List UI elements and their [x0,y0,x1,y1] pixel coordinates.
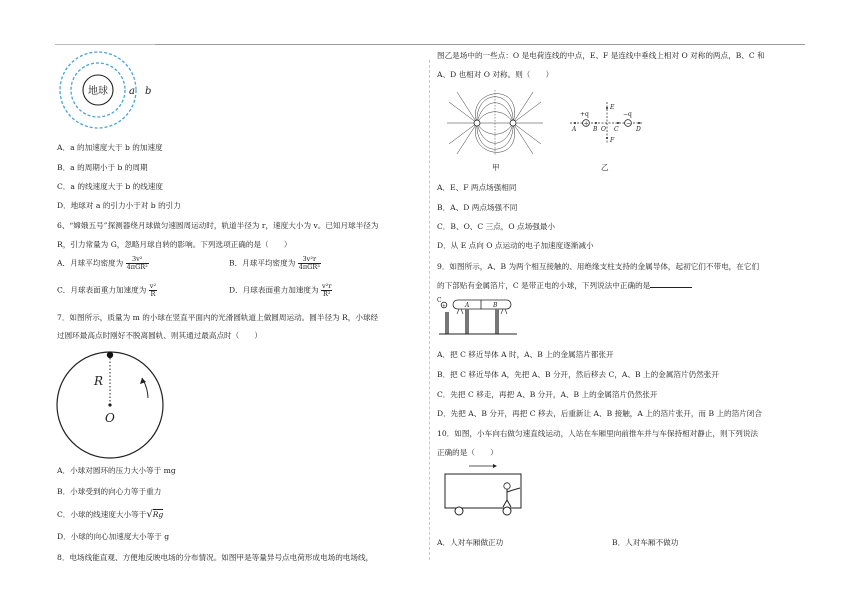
q6-c-fraction: $\frac{\text{v²}}{R}$ [149,282,157,299]
q10-option-a: A．人对车厢做正功 [437,538,504,547]
point-c-label: C [614,126,619,133]
q9-stem-text: 的下部贴有金属箔片，C 是带正电的小球，下列说法中正确的是 [437,281,651,290]
q6-c-text: C．月球表面重力加速度为 [57,285,147,295]
minus-q-label: −q [623,111,632,118]
point-a-label: A [572,126,577,133]
conductor-a-label: A [465,302,470,309]
q5-option-c: C．a 的线速度大于 b 的线速度 [57,182,163,191]
q10-stem-line2: 正确的是（ ） [437,448,498,457]
header-rule-main [155,44,805,45]
q8-option-a: A．E、F 两点场强相同 [437,183,517,192]
column-divider [429,60,430,560]
point-o-label: O [601,126,606,133]
q6-b-fraction: $\frac{\text{3v²r}}{\text{4πGR³}}$ [298,255,320,272]
orbit-a-label: a [129,86,135,97]
conductor-b-label: B [493,302,498,309]
q5-option-d: D．地球对 a 的引力小于对 b 的引力 [57,201,181,210]
q9-option-b: B．把 C 移近导体 A，先把 A、B 分开，然后移去 C，A、B 上的金属箔片仍然张开 [437,370,719,379]
point-d-label: D [636,126,641,133]
q9-option-a: A．把 C 移近导体 A 时，A、B 上的金属箔片都张开 [437,350,614,359]
q9-stem-line2 [437,280,692,290]
q5-option-a: A．a 的加速度大于 b 的加速度 [57,143,163,152]
field-lines-figure-jia [445,88,545,160]
q8-stem-line3: A、D 也相对 O 对称。则（ ） [437,70,554,79]
ball-c-label: C [437,297,442,304]
orbit-b-label: b [145,86,152,97]
cart-figure [441,460,527,516]
conductors-figure [437,294,519,340]
plus-q-label: +q [580,111,589,118]
center-label: O [105,411,115,425]
q6-d-fraction: $\frac{\text{v²r}}{\text{R²}}$ [322,282,332,299]
q8-option-c: C．B、O、C 三点，O 点场强最小 [437,222,556,231]
q7-stem-line2: 过圆环最高点时刚好不脱离圆轨、则其通过最高点时（ ） [57,331,263,340]
point-e-label: E [610,104,615,111]
figure-yi-caption: 乙 [601,163,609,172]
q9-option-d: D．先把 A、B 分开，再把 C 移去，后重新让 A、B 接触，A 上的箔片张开，而 B 上的箔片闭合 [437,409,762,418]
point-b-label: B [593,126,598,133]
point-f-label: F [610,137,615,144]
q7-option-d: D．小球的向心加速度大小等于 g [57,532,170,541]
svg-text:+: + [583,120,589,128]
q8-option-b: B．A、D 两点场强不同 [437,203,518,212]
q6-d-text: D．月球表面重力加速度为 [229,285,319,295]
radius-label: R [94,374,104,388]
q10-stem-line1: 10．如图，小车向右做匀速直线运动，人站在车厢里向前推车并与车保持相对静止，则下列说法 [437,429,759,438]
q6-b-text: B．月球平均密度为 [229,258,296,268]
svg-text:+: + [442,304,446,309]
q7-c-radicand: Rg [152,510,164,519]
q7-option-c [57,509,163,522]
q6-stem-line1: 6、“嫦娥五号”探测器绕月球做匀速圆周运动时，轨道半径为 r，速度大小为 v。已知月球半径为 [57,221,379,230]
q6-option-a [57,256,149,271]
q8-stem-line1: 8．电场线能直观、方便地反映电场的分布情况。如图甲是等量异号点电荷形成电场的电场线， [57,553,374,562]
svg-text:−: − [626,120,632,128]
q6-option-d [229,283,332,298]
sqrt-sign: √ [146,509,153,520]
figure-jia-caption: 甲 [492,163,500,172]
earth-orbit-figure [55,48,165,134]
q6-a-text: A．月球平均密度为 [57,258,124,268]
q6-option-b [229,256,321,271]
header-rule [55,44,155,45]
answer-blank [650,280,692,288]
q6-stem-line2: R，引力常量为 G，忽略月球自转的影响。下列选项正确的是（ ） [57,240,292,249]
q8-option-d: D．从 E 点向 O 点运动的电子加速度逐渐减小 [437,241,594,250]
circular-track-figure [56,350,166,460]
q7-stem-line1: 7．如图所示，质量为 m 的小球在竖直平面内的光滑圆轨道上做圆周运动。圆半径为 R，小球经 [57,313,379,322]
q8-stem-line2: 图乙是场中的一些点：O 是电荷连线的中点，E、F 是连线中垂线上相对 O 对称的两点，B、C 和 [437,51,765,60]
q7-option-a: A．小球对圆环的压力大小等于 mg [57,466,176,475]
earth-label: 地球 [88,86,108,97]
q9-option-c: C．先把 C 移走，再把 A、B 分开，A、B 上的金属箔片仍然张开 [437,390,658,399]
q9-stem-line1: 9．如图所示，A、B 为两个相互接触的、用绝缘支柱支持的金属导体，起初它们不带电，在它们 [437,262,760,271]
q7-c-text: C．小球的线速度大小等于 [57,510,147,519]
points-figure-yi [566,98,646,148]
q5-option-b: B．a 的周期小于 b 的周期 [57,163,148,172]
q7-option-b: B．小球受到的向心力等于重力 [57,487,162,496]
q6-option-c [57,283,157,298]
q10-option-b: B．人对车厢不做功 [612,538,679,547]
q6-a-fraction: $\frac{\text{3v²}}{\text{4πGR²}}$ [126,255,148,272]
